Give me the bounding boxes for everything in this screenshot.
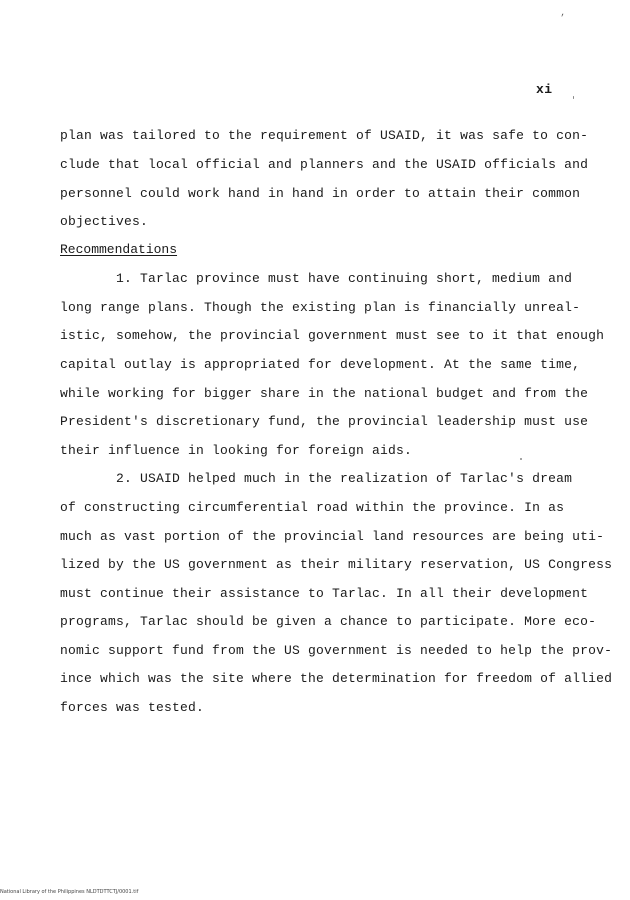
item1-line-1: 1. Tarlac province must have continuing short, medium and xyxy=(116,271,573,286)
para1-line-2: clude that local official and planners and the USAID officials and xyxy=(60,157,589,172)
item1-line-4: capital outlay is appropriated for development. At the same time, xyxy=(60,357,581,372)
item2-line-2: of constructing circumferential road within the province. In as xyxy=(60,500,565,515)
item1-line-7: their influence in looking for foreign aids. xyxy=(60,443,413,458)
item2-line-7: nomic support fund from the US government is needed to help the prov- xyxy=(60,643,613,658)
recommendations-heading: Recommendations xyxy=(60,242,178,257)
item2-line-9: forces was tested. xyxy=(60,700,205,715)
scan-footer: National Library of the Philippines NLDTDTTCTJ/0001.tif xyxy=(0,889,139,895)
page-number: xi xyxy=(536,82,553,97)
item2-line-6: programs, Tarlac should be given a chance to participate. More eco- xyxy=(60,614,597,629)
scan-speck xyxy=(520,458,522,460)
para1-line-1: plan was tailored to the requirement of USAID, it was safe to con- xyxy=(60,128,589,143)
item1-line-5: while working for bigger share in the national budget and from the xyxy=(60,386,589,401)
para1-line-4: objectives. xyxy=(60,214,149,229)
item1-line-2: long range plans. Though the existing plan is financially unreal- xyxy=(60,300,581,315)
corner-mark: ‚ xyxy=(560,8,566,18)
item2-line-4: lized by the US government as their military reservation, US Congress xyxy=(60,557,613,572)
item1-line-3: istic, somehow, the provincial government must see to it that enough xyxy=(60,328,605,343)
item2-line-5: must continue their assistance to Tarlac. In all their development xyxy=(60,586,589,601)
item2-line-1: 2. USAID helped much in the realization of Tarlac's dream xyxy=(116,471,573,486)
item1-line-6: President's discretionary fund, the provincial leadership must use xyxy=(60,414,589,429)
scan-speck xyxy=(573,96,574,99)
item2-line-8: ince which was the site where the determination for freedom of allied xyxy=(60,671,613,686)
para1-line-3: personnel could work hand in hand in order to attain their common xyxy=(60,186,581,201)
item2-line-3: much as vast portion of the provincial land resources are being uti- xyxy=(60,529,605,544)
